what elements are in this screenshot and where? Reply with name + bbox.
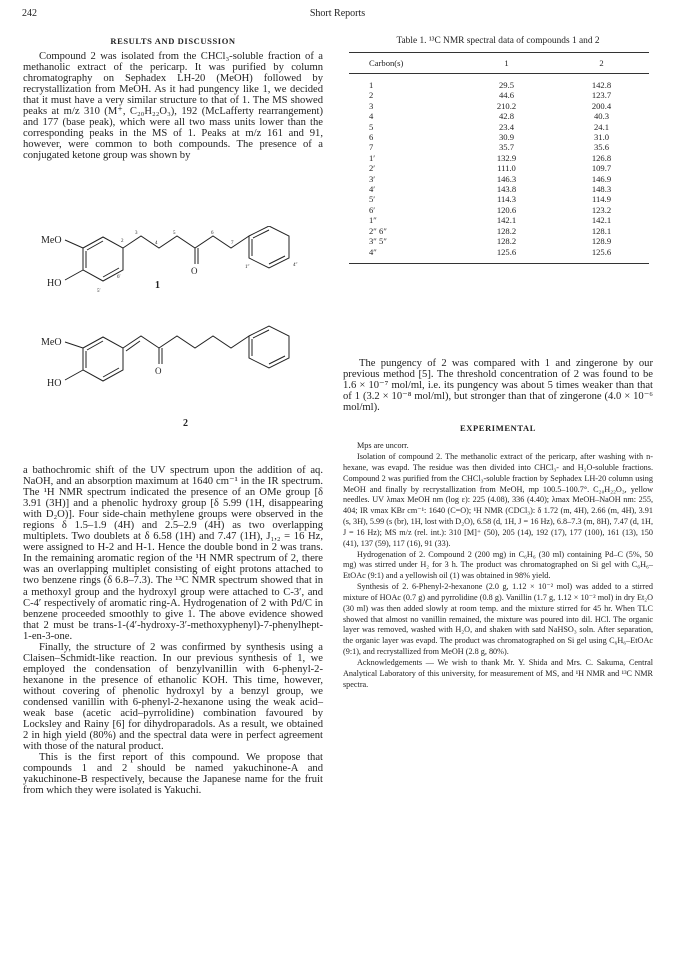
table-cell-carbon: 2 xyxy=(369,90,374,101)
table-row xyxy=(349,153,649,163)
table-cell-carbon: 5′ xyxy=(369,194,376,205)
results-paragraph-1-continued: a bathochromic shift of the UV spectrum upon the addition of aq. NaOH, and an absorption maximum at 1640 cm⁻¹ in the IR spectrum. The ¹H NMR spectrum indicated the presence of an OMe group [δ 3.91 (3H)] and a phenolic hydroxy group [δ 5.99 (1H, disappearing with D₂O)]. Four side-chain methylene groups were observed in the regions δ 1.5–1.9 (4H) and 2.5–2.9 (4H) as two overlapping multiplets. Two doublets at δ 6.58 (1H) and 7.47 (1H), J₁,₂ = 16 Hz, were assigned to H-2 and H-1. Hence the double bond in 2 was trans. In the remaining aromatic region of the ¹H NMR spectrum of 2, there was an overlapping multiplet consisting of eight protons attached to two benzene rings (δ 6.8–7.3). The ¹³C NMR spectrum showed that in a methoxyl group and the hydroxyl group were attached to C-3′, and C-4′ respectively of aromatic ring-A. Hydrogenation of 2 with Pd/C in benzene proceeded smoothly to give 1. The above evidence showed that 2 must be trans-1-(4′-hydroxy-3′-methoxyphenyl)-7-phenylhept-1-en-3-one. xyxy=(23,465,323,642)
table-cell-value: 128.1 xyxy=(591,225,612,236)
structure-1-locant-4pp: 4″ xyxy=(293,263,298,268)
results-paragraph-1: Compound 2 was isolated from the CHCl₃-soluble fraction of a methanolic extract of the pericarp. It was purified by column chromatography on Sephadex LH-20 (MeOH) followed by recrystallization from MeOH. As it had pungency like 1, we decided that it must have a very similar structure to that of 1. The MS showed peaks at m/z 310 (M⁺, C₂₀H₂₂O₃), 192 (McLafferty rearrangement) and 177 (base peak), which were all two mass units lower than the corresponding peaks in the MS of 1. Peaks at m/z 161 and 91, however, were common to both compounds. The presence of a conjugated ketone group was shown by xyxy=(23,51,323,162)
isolation-paragraph: Isolation of compound 2. The methanolic extract of the pericarp, after washing with n-hexane, was evapd. The residue was then divided into CHCl₃- and H₂O-soluble fractions. Compound 2 was purified from the CHCl₃-soluble fraction by Sephadex LH-20 column using MeOH and finally by recrystallization from MeOH, mp 100.5–100.7°. C₂₀H₂₂O₃, yellow needles. UV λmax MeOH nm (log ε): 225 (4.08), 336 (4.40); λmax MeOH–NaOH nm: 255, 404; IR νmax KBr cm⁻¹: 1640 (C=O); ¹H NMR (CDCl₃): δ 1.72 (m, 4H), 2.66 (m, 4H), 3.91 (s, 3H), 5.99 (s (br), 1H, lost with D₂O), 6.58 (d, 1H, J = 16 Hz), 6.8–7.3 (m, 8H), 7.47 (d, 1H, J = 16 Hz); MS m/z (rel. int.): 310 [M]⁺ (50), 205 (14), 192 (17), 177 (100), 161 (13), 150 (41), 137 (59), 117 (16), 91 (33). xyxy=(343,451,653,548)
table-row xyxy=(349,215,649,225)
table-body xyxy=(349,74,649,264)
table-cell-value: 30.9 xyxy=(498,132,515,143)
right-column xyxy=(343,36,653,691)
table-cell-value: 142.8 xyxy=(591,80,612,90)
table-row xyxy=(349,184,649,194)
table-header-row xyxy=(349,53,649,74)
synthesis-paragraph: Synthesis of 2. 6-Phenyl-2-hexanone (2.0 g, 1.12 × 10⁻² mol) was added to a stirred mixture of HOAc (0.7 g) and pyrrolidine (0.8 g). Vanillin (1.7 g, 1.12 × 10⁻² mol) in dry Et₂O (30 ml) was then added slowly at room temp. and the mixture stirred for 45 hr. When TLC showed that almost no vanillin remained, the mixture was poured into dil. HCl. The organic layer was removed, washed with H₂O, and shaken with satd NaHSO₃ soln. After separation, the organic layer was evapd. The product was chromatographed on Si gel using C₆H₆–EtOAc (9:1), and recrystallized from MeOH (2.8 g, 80%). xyxy=(343,582,653,657)
results-heading: RESULTS AND DISCUSSION xyxy=(110,36,236,46)
table-row xyxy=(349,236,649,246)
table-cell-carbon: 1″ xyxy=(369,215,377,226)
table-cell-carbon: 3″ 5″ xyxy=(369,236,387,247)
table-cell-value: 128.9 xyxy=(591,236,612,247)
table-row xyxy=(349,163,649,173)
table-cell-value: 31.0 xyxy=(593,132,610,143)
table-header-carbon: Carbon(s) xyxy=(349,53,459,74)
mps-note: Mps are uncorr. xyxy=(357,441,409,451)
table-cell-value: 128.2 xyxy=(496,225,517,236)
structure-1-ho: HO xyxy=(47,278,62,289)
table-cell-value: 35.7 xyxy=(498,142,515,153)
table-row xyxy=(349,74,649,91)
table-cell-carbon: 1 xyxy=(369,80,374,90)
table-caption: Table 1. ¹³C NMR spectral data of compounds 1 and 2 xyxy=(396,36,600,46)
structure-1-label: 1 xyxy=(155,280,160,291)
structure-1-locant-1pp: 1″ xyxy=(245,265,250,270)
table-cell-carbon: 7 xyxy=(369,142,374,153)
table-cell-value: 125.6 xyxy=(459,247,554,264)
table-cell-carbon: 6′ xyxy=(369,204,376,215)
left-column-lower xyxy=(23,465,323,796)
table-cell-value: 125.6 xyxy=(554,247,649,264)
table-cell-value: 120.6 xyxy=(496,204,517,215)
structure-2-ho: HO xyxy=(47,378,62,389)
table-cell-value: 128.2 xyxy=(496,236,517,247)
table-cell-carbon: 3 xyxy=(369,100,374,111)
structure-1-o: O xyxy=(191,266,198,276)
table-row xyxy=(349,174,649,184)
table-cell-value: 146.9 xyxy=(591,173,612,184)
table-cell-value: 148.3 xyxy=(591,184,612,195)
table-row xyxy=(349,111,649,121)
table-cell-value: 123.7 xyxy=(591,90,612,101)
structure-1-locant-6: 6 xyxy=(211,231,214,236)
page-number: 242 xyxy=(22,8,37,19)
table-cell-value: 142.1 xyxy=(591,215,612,226)
structure-1-locant-2: 2 xyxy=(121,239,124,244)
structure-1-locant-5: 5 xyxy=(173,231,176,236)
structure-1-locant-6p: 6′ xyxy=(117,275,121,280)
nmr-table xyxy=(349,52,649,264)
table-cell-value: 114.3 xyxy=(496,194,517,205)
table-cell-value: 142.1 xyxy=(496,215,517,226)
table-row xyxy=(349,194,649,204)
table-row xyxy=(349,132,649,142)
table-cell-carbon: 4 xyxy=(369,111,374,122)
experimental-heading: EXPERIMENTAL xyxy=(460,423,536,434)
table-cell-value: 109.7 xyxy=(591,163,612,174)
results-paragraph-3: This is the first report of this compound. We propose that compounds 1 and 2 should be named yakuchinone-A and yakuchinone-B respectively, because the Japanese name for the fruit from which they were isolated is Yakuchi. xyxy=(23,752,323,797)
pungency-paragraph: The pungency of 2 was compared with 1 and zingerone by our previous method [5]. The threshold concentration of 2 was found to be 1.6 × 10⁻⁷ mol/ml, i.e. its pungency was about 5 times weaker than that of 1 (3.2 × 10⁻⁸ mol/ml), but stronger than that of zingerone (4.0 × 10⁻⁶ mol/ml). xyxy=(343,357,653,414)
running-head: Short Reports xyxy=(309,8,366,19)
table-cell-carbon: 6 xyxy=(369,132,374,143)
table-cell-value: 40.3 xyxy=(593,111,610,122)
table-row xyxy=(349,142,649,152)
structure-2-o: O xyxy=(155,366,162,376)
table-cell-value: 143.8 xyxy=(496,184,517,195)
table-cell-carbon: 1′ xyxy=(369,152,376,163)
structure-2-label: 2 xyxy=(183,418,188,429)
table-row xyxy=(349,101,649,111)
table-header-compound-2: 2 xyxy=(554,53,649,74)
table-row xyxy=(349,226,649,236)
table-cell-carbon: 2′ xyxy=(369,163,376,174)
table-cell-value: 111.0 xyxy=(497,163,516,174)
table-cell-value: 35.6 xyxy=(593,142,610,153)
table-cell-value: 200.4 xyxy=(591,100,612,111)
structure-2 xyxy=(65,326,289,381)
table-row xyxy=(349,90,649,100)
structure-1-meo: MeO xyxy=(41,235,62,246)
table-row xyxy=(349,122,649,132)
structure-1-locant-3: 3 xyxy=(135,231,138,236)
table-cell-carbon: 4′ xyxy=(369,184,376,195)
table-cell-carbon: 2″ 6″ xyxy=(369,225,387,236)
hydrogenation-paragraph: Hydrogenation of 2. Compound 2 (200 mg) in C₆H₆ (30 ml) containing Pd–C (5%, 50 mg) was stirred under H₂ for 3 h. The product was chromatographed on Si gel with C₆H₆–EtOAc (9:1) and a yellowish oil (1) was obtained in 98% yield. xyxy=(343,549,653,581)
table-cell-carbon: 4″ xyxy=(349,247,459,264)
table-cell-value: 114.9 xyxy=(591,194,612,205)
table-cell-value: 146.3 xyxy=(496,173,517,184)
structure-2-meo: MeO xyxy=(41,337,62,348)
table-cell-value: 126.8 xyxy=(591,152,612,163)
table-cell-value: 24.1 xyxy=(593,121,610,132)
structure-1-locant-7: 7 xyxy=(231,241,234,246)
table-row xyxy=(349,247,649,264)
table-cell-value: 23.4 xyxy=(498,121,515,132)
table-header-compound-1: 1 xyxy=(459,53,554,74)
chemical-structures xyxy=(23,226,323,458)
table-cell-value: 44.6 xyxy=(498,90,515,101)
table-cell-value: 29.5 xyxy=(498,80,515,90)
table-cell-value: 123.2 xyxy=(591,204,612,215)
results-paragraph-2: Finally, the structure of 2 was confirmed by synthesis using a Claisen–Schmidt-like reaction. In our previous synthesis of 1, we employed the condensation of benzylvanillin with 6-phenyl-2-hexanone in the presence of ethanolic KOH. This time, however, without covering of phenolic hydroxyl by a benzyl group, we condensed vanillin with 6-phenyl-2-hexanone using the weak acid–weak base (acetic acid–pyrrolidine) combination favoured by Locksley and Rainy [6] for dihydroparadols. As a result, we obtained 2 in high yield (80%) and the spectral data were in perfect agreement with those of the natural product. xyxy=(23,641,323,753)
structure-1-locant-5p: 5′ xyxy=(97,289,101,294)
structure-1-locant-4: 4 xyxy=(155,241,158,246)
left-column xyxy=(23,36,323,161)
acknowledgements: Acknowledgements — We wish to thank Mr. Y. Shida and Mrs. C. Sakuma, Central Analytical Laboratory of this university, for measurement of MS, and ¹H NMR and ¹³C NMR spectra. xyxy=(343,658,653,689)
table-cell-carbon: 3′ xyxy=(369,173,376,184)
structure-1 xyxy=(65,226,289,281)
table-cell-carbon: 5 xyxy=(369,121,374,132)
table-cell-value: 210.2 xyxy=(496,100,517,111)
table-row xyxy=(349,205,649,215)
table-cell-value: 42.8 xyxy=(498,111,515,122)
table-cell-value: 132.9 xyxy=(496,152,517,163)
